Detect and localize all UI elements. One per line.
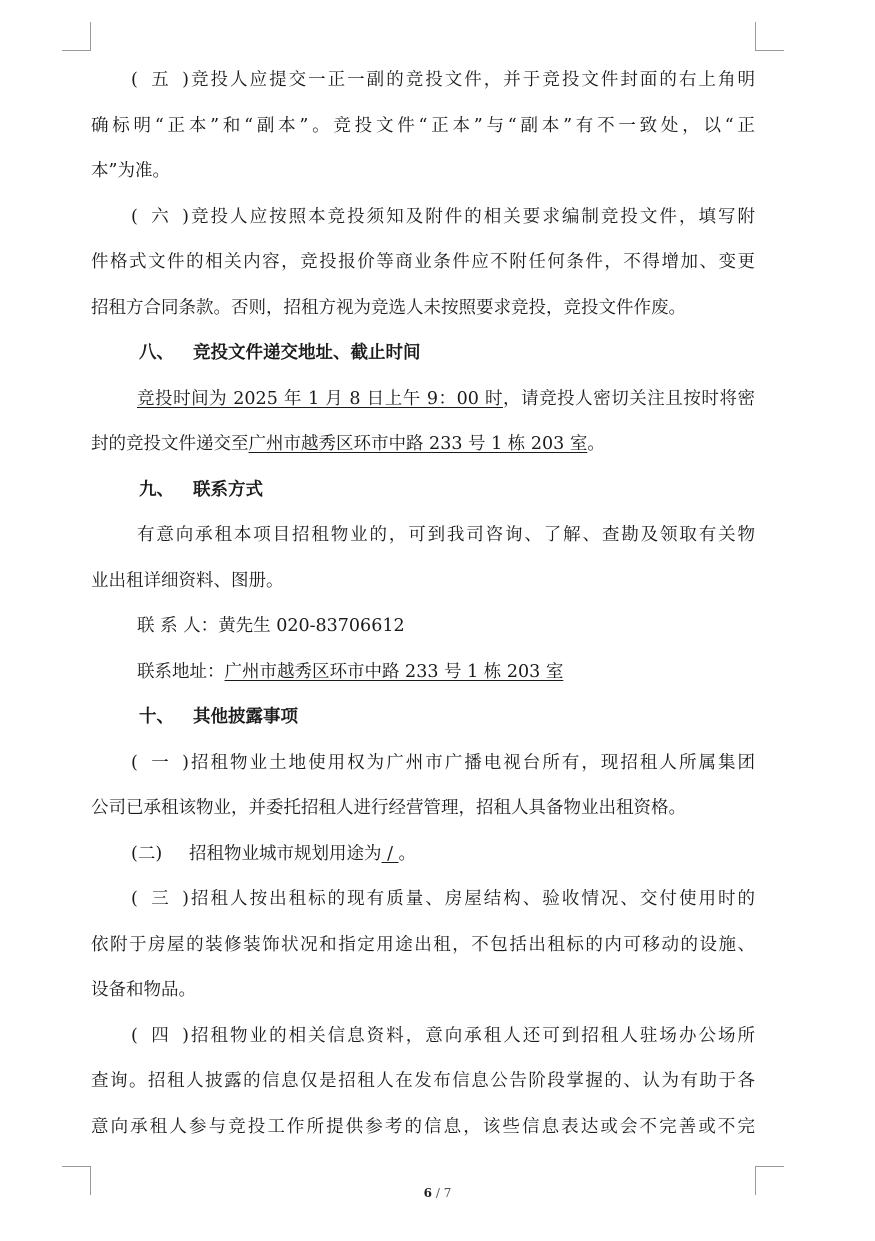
section-8-number: 八、: [139, 343, 174, 363]
item-2-end: 。: [398, 843, 417, 864]
contact-address-label: 联系地址：: [137, 661, 225, 682]
deadline-text: 竞投时间为 2025 年 1 月 8 日上午 9：00 时: [137, 388, 503, 409]
item-4-line-3: 意向承租人参与竞投工作所提供参考的信息，该些信息表达或会不完善或不完: [91, 1116, 755, 1137]
section-10-title: 其他披露事项: [193, 707, 298, 727]
item-3-text-1: 招租人按出租标的现有质量、房屋结构、验收情况、交付使用时的: [189, 889, 755, 909]
section-8-heading: [91, 331, 755, 377]
section-9-heading: [91, 468, 755, 514]
page-body: [91, 58, 755, 1150]
current-page-number: 6: [423, 1186, 433, 1200]
section-8-title: 竞投文件递交地址、截止时间: [193, 343, 421, 363]
item-4-line-1: [91, 1014, 755, 1060]
item-3-line-3: 设备和物品。: [91, 980, 196, 1000]
clause-5-text-1: 竞投人应提交一正一副的竞投文件，并于竞投文件封面的右上角明: [189, 70, 755, 90]
item-1-line-2: 公司已承租该物业，并委托招租人进行经营管理，招租人具备物业出租资格。: [91, 798, 686, 818]
item-1-line-1: [91, 741, 755, 787]
section-10-heading: [91, 695, 755, 741]
section-8-line-1: [91, 377, 755, 423]
section-8-line-2: [91, 422, 755, 468]
clause-5-line-2: 确标明“正本”和“副本”。竞投文件“正本”与“副本”有不一致处，以“正: [91, 115, 755, 136]
total-pages: 7: [443, 1186, 452, 1200]
section-8-text-2: 封的竞投文件递交至: [91, 434, 249, 454]
item-2-text: 招租物业城市规划用途为: [189, 843, 382, 864]
clause-5-line-1: [91, 58, 755, 104]
contact-person-label: 联 系 人：: [137, 616, 219, 636]
contact-address-value: 广州市越秀区环市中路 233 号 1 栋 203 室: [224, 661, 564, 682]
item-3-number: (三): [131, 889, 189, 909]
section-9-line-2: 业出租详细资料、图册。: [91, 570, 284, 591]
item-4-text-1: 招租物业的相关信息资料，意向承租人还可到招租人驻场办公场所: [189, 1025, 755, 1046]
item-4-line-2: 查询。招租人披露的信息仅是招租人在发布信息公告阶段掌握的、认为有助于各: [91, 1071, 755, 1091]
clause-6-line-2: 件格式文件的相关内容，竞投报价等商业条件应不附任何条件，不得增加、变更: [91, 252, 755, 272]
clause-6-line-1: [91, 195, 755, 241]
page-number: [0, 1186, 875, 1200]
submission-address: 广州市越秀区环市中路 233 号 1 栋 203 室: [248, 434, 588, 454]
section-8-text-3: 。: [587, 434, 605, 454]
clause-6-line-3: 招租方合同条款。否则，招租方视为竞选人未按照要求竞投，竞投文件作废。: [91, 297, 686, 318]
section-9-title: 联系方式: [193, 479, 263, 500]
item-2-line-1: [91, 832, 755, 878]
section-8-text-1: ，请竞投人密切关注且按时将密: [503, 388, 755, 409]
item-2-number: (二): [131, 843, 163, 864]
item-3-line-1: [91, 877, 755, 923]
contact-address-line: [91, 650, 755, 696]
planning-use-value: /: [381, 843, 399, 864]
item-3-line-2: 依附于房屋的装修装饰状况和指定用途出租，不包括出租标的内可移动的设施、: [91, 934, 755, 955]
contact-person-value: 黄先生 020-83706612: [218, 616, 405, 636]
clause-5-line-3: 本”为准。: [91, 161, 170, 181]
section-9-number: 九、: [139, 479, 174, 500]
crop-mark-top-right: [755, 22, 784, 51]
item-1-number: (一): [131, 752, 189, 773]
clause-5-number: (五): [131, 70, 189, 90]
clause-6-number: (六): [131, 206, 189, 227]
item-4-number: (四): [131, 1025, 189, 1046]
section-9-line-1: 有意向承租本项目招租物业的，可到我司咨询、了解、查勘及领取有关物: [137, 525, 755, 545]
crop-mark-top-left: [62, 22, 91, 51]
section-10-number: 十、: [139, 707, 174, 727]
item-1-text-1: 招租物业土地使用权为广州市广播电视台所有，现招租人所属集团: [189, 752, 755, 773]
page-separator: /: [432, 1186, 444, 1200]
clause-6-text-1: 竞投人应按照本竞投须知及附件的相关要求编制竞投文件，填写附: [189, 206, 755, 227]
contact-person-line: [91, 604, 755, 650]
